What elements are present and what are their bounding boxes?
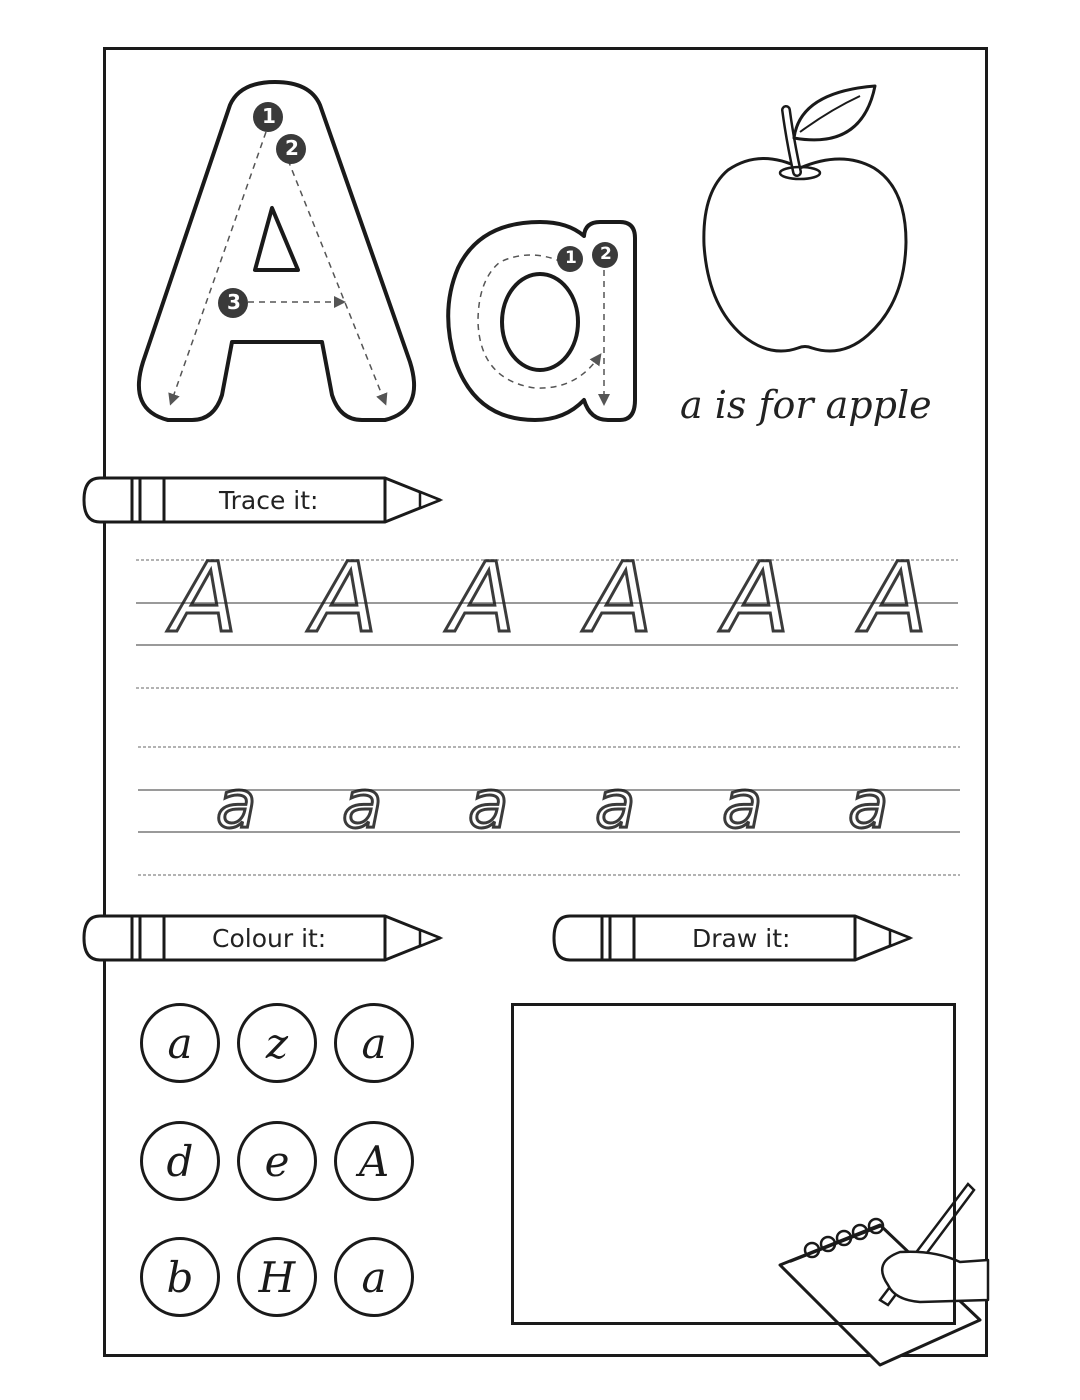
colour-circle[interactable]: a xyxy=(140,1003,220,1083)
trace-letter-lower: a xyxy=(216,766,257,843)
colour-circle[interactable]: b xyxy=(140,1237,220,1317)
trace-letter-upper: A xyxy=(172,542,238,654)
stroke-number-badges xyxy=(218,102,618,318)
stroke-number-3: 3 xyxy=(227,290,241,314)
trace-letter-lower: a xyxy=(342,766,383,843)
colour-circle[interactable]: a xyxy=(334,1003,414,1083)
colour-circle[interactable]: H xyxy=(237,1237,317,1317)
big-letter-A xyxy=(139,82,414,420)
caption: a is for apple xyxy=(680,383,932,427)
trace-letter-lower: a xyxy=(848,766,889,843)
trace-label: Trace it: xyxy=(219,486,319,515)
trace-letter-lower: a xyxy=(595,766,636,843)
stroke-number-1: 1 xyxy=(262,104,276,128)
trace-letter-upper: A xyxy=(312,542,378,654)
colour-circle[interactable]: A xyxy=(334,1121,414,1201)
trace-letter-lower: a xyxy=(468,766,509,843)
stroke-number-2: 2 xyxy=(285,136,299,160)
draw-label: Draw it: xyxy=(692,924,791,953)
colour-label: Colour it: xyxy=(212,924,327,953)
colour-circle[interactable]: e xyxy=(237,1121,317,1201)
stroke-number-1-lower: 1 xyxy=(565,248,577,268)
guide-lines-lower xyxy=(138,747,960,875)
trace-letter-upper: A xyxy=(450,542,516,654)
trace-letter-lower: a xyxy=(722,766,763,843)
apple-icon xyxy=(704,86,906,351)
guide-lines-upper xyxy=(136,560,958,688)
draw-box[interactable] xyxy=(511,1003,956,1325)
stroke-number-2-lower: 2 xyxy=(600,244,612,264)
colour-circle[interactable]: a xyxy=(334,1237,414,1317)
trace-letter-upper: A xyxy=(587,542,653,654)
trace-letter-upper: A xyxy=(862,542,928,654)
trace-letter-upper: A xyxy=(724,542,790,654)
colour-circle[interactable]: d xyxy=(140,1121,220,1201)
colour-circle[interactable]: z xyxy=(237,1003,317,1083)
